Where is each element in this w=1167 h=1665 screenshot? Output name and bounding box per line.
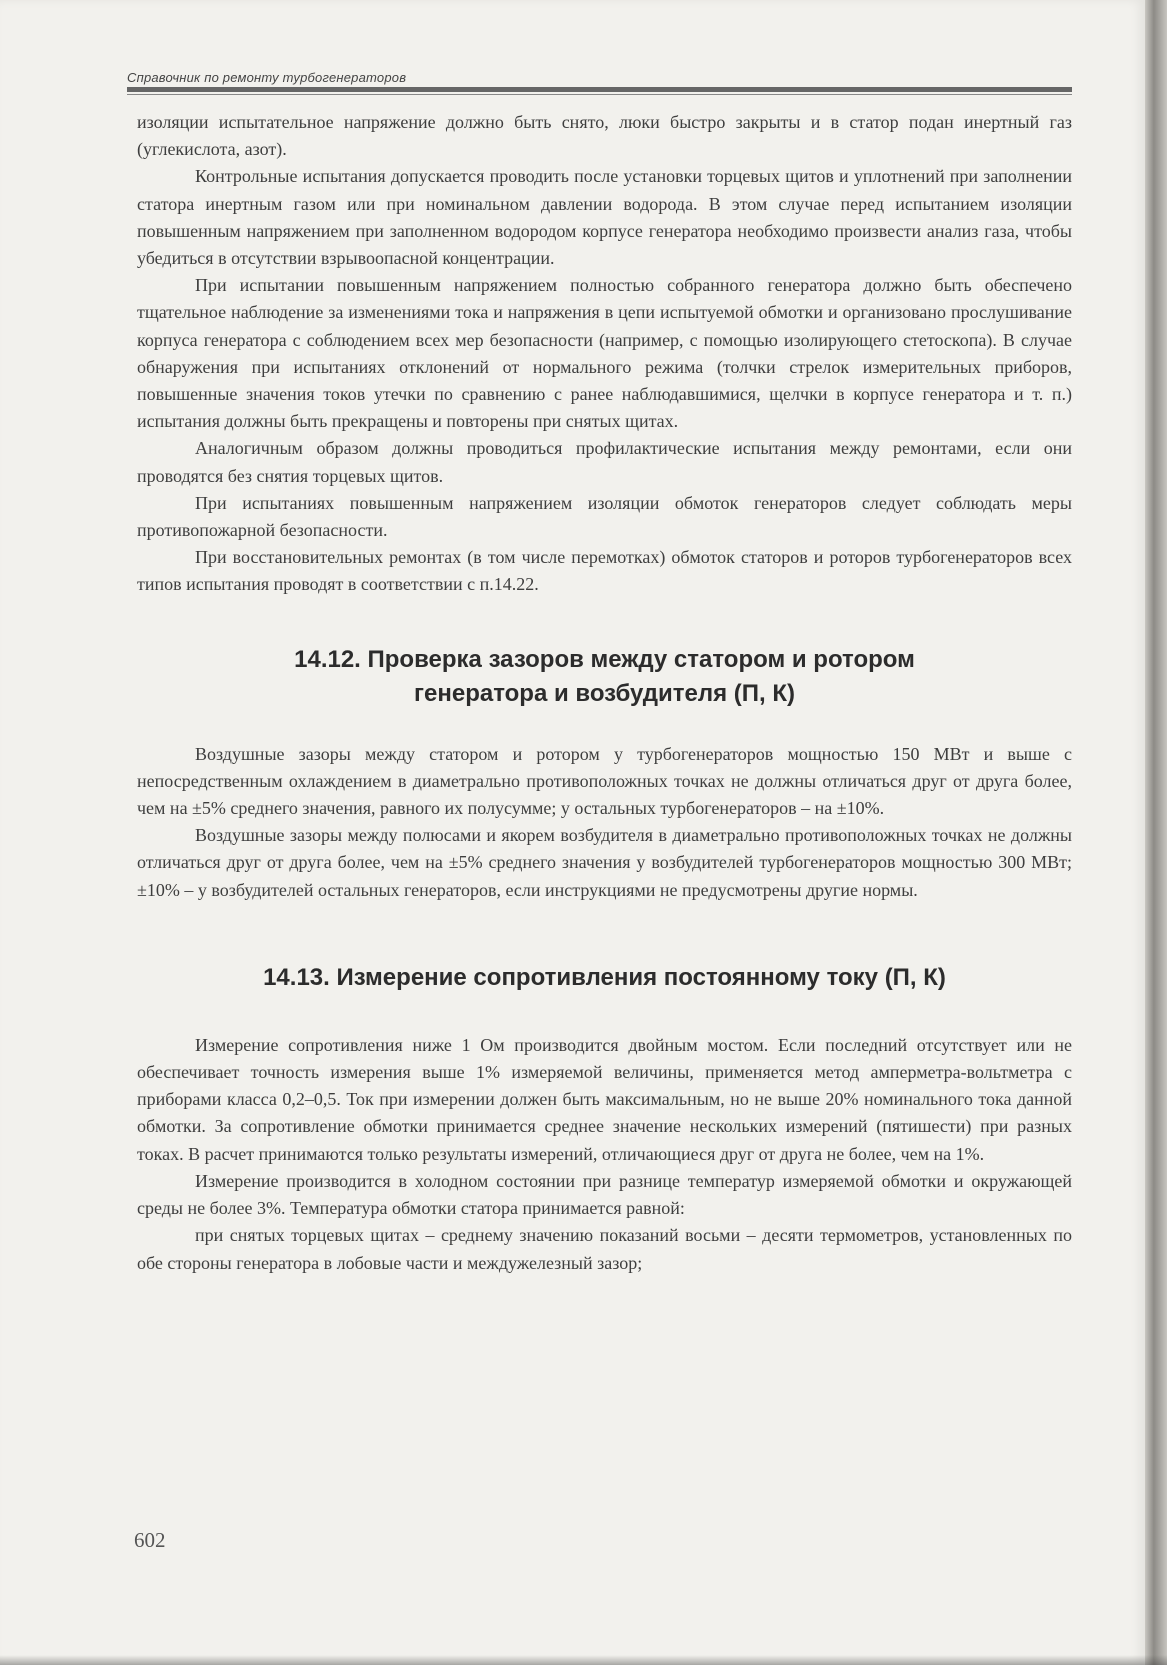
paragraph: При испытании повышенным напряжением полностью собранного генератора должно быть обеспечено тщательное наблюдение за изменениями тока и напряжения в цепи испытуемой обмотки и организовано прослушивание корпуса генератора с соблюдением всех мер безопасности (например, с помощью изолирующего стетоскопа). В случае обнаружения при испытаниях отклонений от нормального режима (толчки стрелок измерительных приборов, повышенные значения токов утечки по сравнению с ранее наблюдавшимися, щелчки в корпусе генератора и т. п.) испытания должны быть прекращены и повторены при снятых щитах. bbox=[137, 275, 1072, 432]
paragraph-continued: изоляции испытательное напряжение должно быть снято, люки быстро закрыты и в статор подан инертный газ (углекислота, азот). bbox=[137, 112, 1072, 160]
scan-edge-shadow bbox=[1145, 0, 1167, 1665]
paragraph: при снятых торцевых щитах – среднему значению показаний восьми – десяти термометров, установленных по обе стороны генератора в лобовые части и междужелезный зазор; bbox=[137, 1225, 1072, 1273]
paragraph: Измерение сопротивления ниже 1 Ом производится двойным мостом. Если последний отсутствует или не обеспечивает точность измерения выше 1% измеряемой величины, применяется метод амперметра-вольтметра с приборами класса 0,2–0,5. Ток при измерении должен быть максимальным, но не выше 20% номинального тока данной обмотки. За сопротивление обмотки принимается среднее значение нескольких измерений (пятишести) при разных токах. В расчет принимаются только результаты измерений, отличающиеся друг от друга не более, чем на 1%. bbox=[137, 1034, 1072, 1164]
page-body bbox=[137, 109, 1072, 1277]
scan-bottom-shadow bbox=[0, 1655, 1167, 1665]
page-number: 602 bbox=[134, 1528, 166, 1552]
paragraph: Воздушные зазоры между полюсами и якорем возбудителя в диаметрально противоположных точках не должны отличаться друг от друга более, чем на ±5% среднего значения у возбудителей турбогенераторов мощностью 300 МВт; ±10% – у возбудителей остальных генераторов, если инструкциями не предусмотрены другие нормы. bbox=[137, 825, 1072, 900]
section-heading-14-13: 14.13. Измерение сопротивления постоянному току (П, К) bbox=[263, 963, 946, 991]
section-heading-line-2: генератора и возбудителя (П, К) bbox=[414, 679, 795, 707]
paragraph: Измерение производится в холодном состоянии при разнице температур измеряемой обмотки и окружающей среды не более 3%. Температура обмотки статора принимается равной: bbox=[137, 1170, 1072, 1219]
paragraph: Аналогичным образом должны проводиться профилактические испытания между ремонтами, если они проводятся без снятия торцевых щитов. bbox=[137, 438, 1072, 486]
section-heading-14-12 bbox=[137, 643, 1072, 711]
paragraph: При восстановительных ремонтах (в том числе перемотках) обмоток статоров и роторов турбогенераторов всех типов испытания проводят в соответствии с п.14.22. bbox=[137, 547, 1072, 595]
section-heading-line-1: 14.12. Проверка зазоров между статором и ротором bbox=[294, 645, 915, 673]
paragraph: Контрольные испытания допускается проводить после установки торцевых щитов и уплотнений при заполнении статора инертным газом или при номинальном давлении водорода. В этом случае перед испытанием изоляции повышенным напряжением при заполненном водородом корпусе генератора необходимо произвести анализ газа, чтобы убедиться в отсутствии взрывоопасной концентрации. bbox=[137, 166, 1072, 269]
header-rule bbox=[127, 87, 1072, 92]
running-head: Справочник по ремонту турбогенераторов bbox=[127, 70, 407, 85]
paragraph: При испытаниях повышенным напряжением изоляции обмоток генераторов следует соблюдать меры противопожарной безопасности. bbox=[137, 492, 1072, 541]
header-rule-thin bbox=[127, 94, 1072, 95]
paragraph: Воздушные зазоры между статором и ротором у турбогенераторов мощностью 150 МВт и выше с непосредственным охлаждением в диаметрально противоположных точках не должны отличаться друг от друга более, чем на ±5% среднего значения, равного их полусумме; у остальных турбогенераторов – на ±10%. bbox=[137, 743, 1072, 819]
